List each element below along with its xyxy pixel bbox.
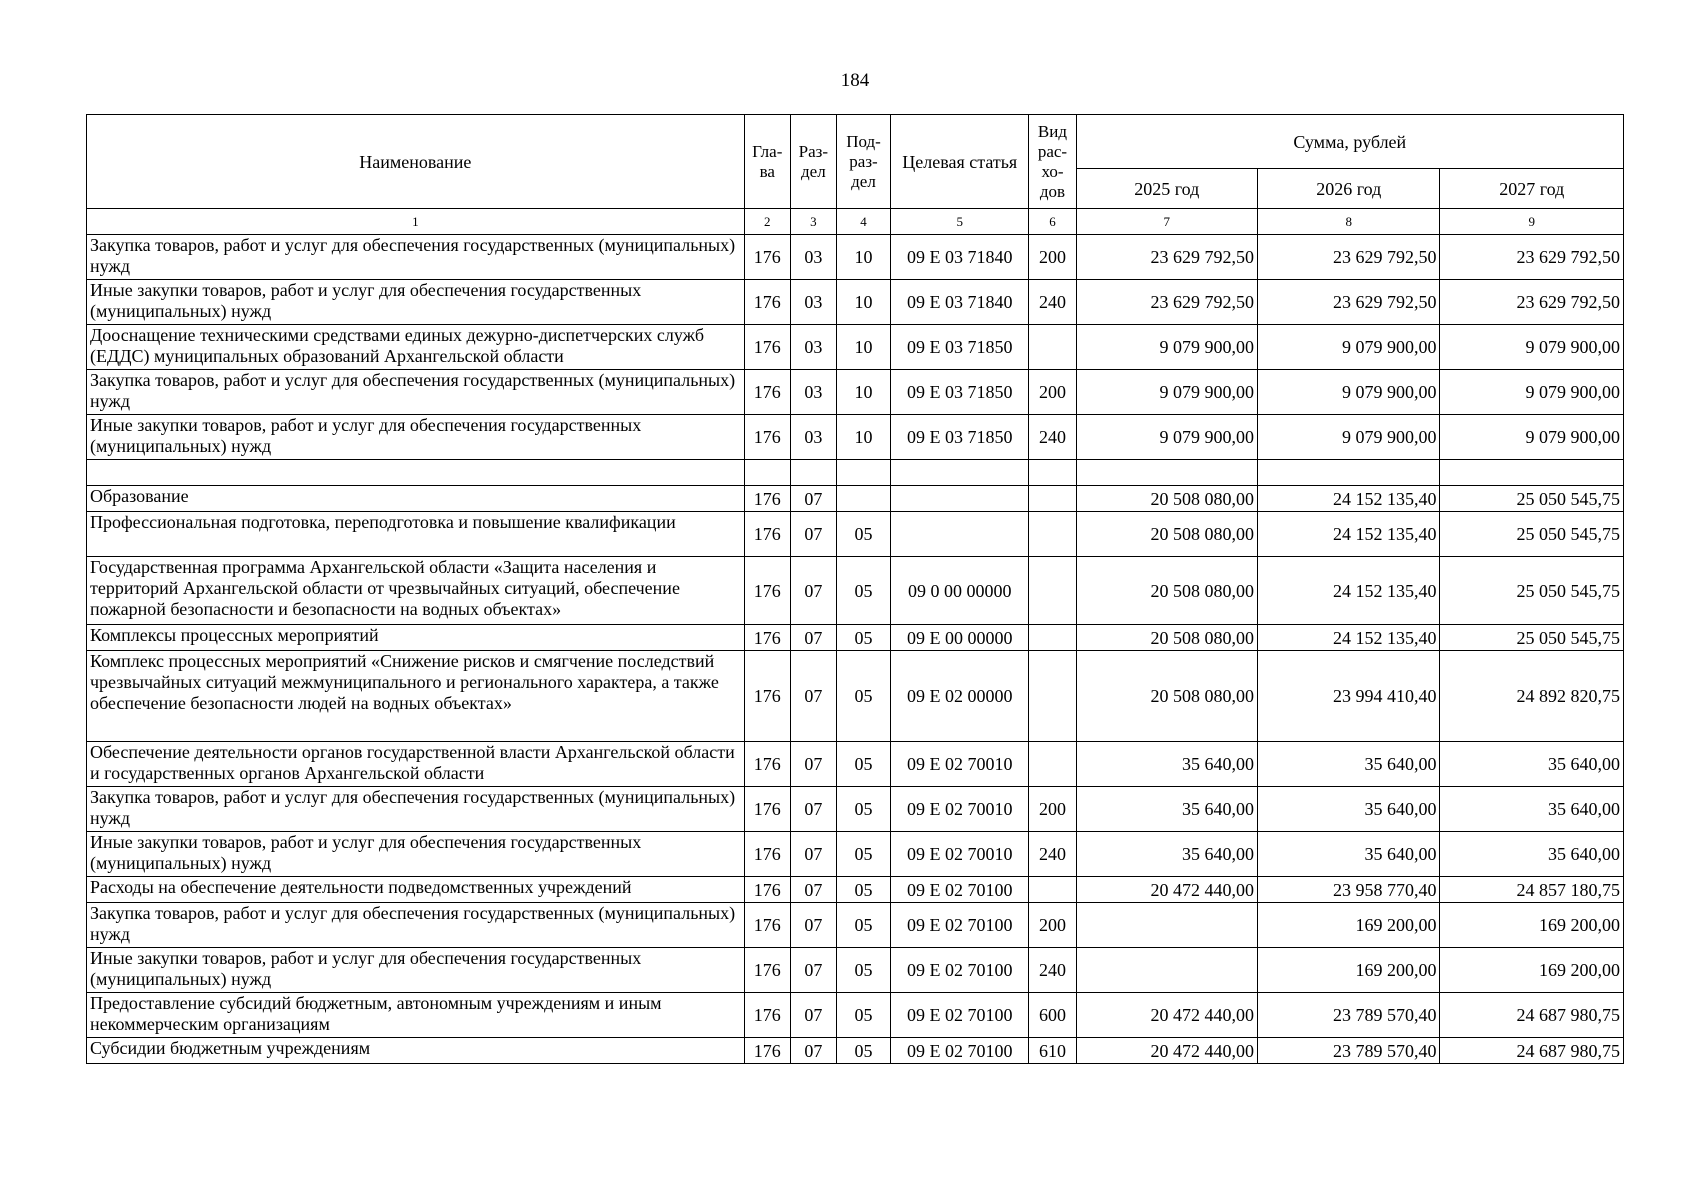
row-amount-2027: 23 629 792,50 xyxy=(1440,235,1624,280)
row-celevaya-statya: 09 Е 02 70010 xyxy=(891,832,1029,877)
row-amount-2026: 35 640,00 xyxy=(1258,742,1440,787)
row-amount-2026: 23 789 570,40 xyxy=(1258,1038,1440,1064)
row-glava: 176 xyxy=(744,625,790,651)
header-name: Наименование xyxy=(87,115,745,209)
row-podrazdel: 10 xyxy=(836,235,890,280)
row-name: Иные закупки товаров, работ и услуг для обеспечения государственных (муниципальных) нужд xyxy=(87,832,745,877)
row-razdel: 07 xyxy=(790,651,836,742)
table-row xyxy=(87,415,1624,460)
row-razdel: 03 xyxy=(790,415,836,460)
row-amount-2025: 20 508 080,00 xyxy=(1076,625,1257,651)
header-vid-rashodov: Вид рас-хо-дов xyxy=(1029,115,1076,209)
row-vid-rashodov: 240 xyxy=(1029,280,1076,325)
row-vid-rashodov: 200 xyxy=(1029,370,1076,415)
row-amount-2027: 25 050 545,75 xyxy=(1440,625,1624,651)
row-name: Комплекс процессных мероприятий «Снижение рисков и смягчение последствий чрезвычайных ситуаций межмуниципального и регионального характера, а также обеспечение безопасности людей на водных объектах» xyxy=(87,651,745,742)
row-glava: 176 xyxy=(744,948,790,993)
row-podrazdel: 05 xyxy=(836,993,890,1038)
row-podrazdel: 05 xyxy=(836,1038,890,1064)
row-name: Профессиональная подготовка, переподготовка и повышение квалификации xyxy=(87,512,745,557)
table-row xyxy=(87,557,1624,625)
row-glava: 176 xyxy=(744,651,790,742)
table-row xyxy=(87,742,1624,787)
row-vid-rashodov: 610 xyxy=(1029,1038,1076,1064)
row-vid-rashodov xyxy=(1029,742,1076,787)
row-podrazdel: 05 xyxy=(836,651,890,742)
table-row xyxy=(87,832,1624,877)
row-celevaya-statya: 09 Е 02 00000 xyxy=(891,651,1029,742)
row-amount-2025: 20 508 080,00 xyxy=(1076,486,1257,512)
row-podrazdel: 05 xyxy=(836,903,890,948)
row-vid-rashodov: 600 xyxy=(1029,993,1076,1038)
row-vid-rashodov xyxy=(1029,877,1076,903)
row-razdel xyxy=(790,460,836,486)
table-row xyxy=(87,235,1624,280)
row-amount-2025: 35 640,00 xyxy=(1076,832,1257,877)
column-numbers-row xyxy=(87,209,1624,235)
header-glava: Гла-ва xyxy=(744,115,790,209)
row-razdel: 07 xyxy=(790,832,836,877)
row-vid-rashodov: 200 xyxy=(1029,235,1076,280)
row-name: Закупка товаров, работ и услуг для обеспечения государственных (муниципальных) нужд xyxy=(87,235,745,280)
table-row xyxy=(87,486,1624,512)
row-celevaya-statya: 09 Е 00 00000 xyxy=(891,625,1029,651)
row-name: Государственная программа Архангельской области «Защита населения и территорий Архангельской области от чрезвычайных ситуаций, обеспечение пожарной безопасности и безопасности на водных объектах» xyxy=(87,557,745,625)
row-celevaya-statya: 09 Е 03 71840 xyxy=(891,280,1029,325)
row-podrazdel: 05 xyxy=(836,948,890,993)
row-amount-2026: 23 958 770,40 xyxy=(1258,877,1440,903)
budget-table xyxy=(86,114,1624,1064)
row-amount-2026: 9 079 900,00 xyxy=(1258,415,1440,460)
row-amount-2025: 9 079 900,00 xyxy=(1076,325,1257,370)
row-celevaya-statya xyxy=(891,460,1029,486)
row-amount-2027: 24 857 180,75 xyxy=(1440,877,1624,903)
column-number: 6 xyxy=(1029,209,1076,235)
row-razdel: 07 xyxy=(790,903,836,948)
row-name: Обеспечение деятельности органов государственной власти Архангельской области и государственных органов Архангельской области xyxy=(87,742,745,787)
row-vid-rashodov xyxy=(1029,512,1076,557)
row-celevaya-statya: 09 Е 02 70100 xyxy=(891,877,1029,903)
row-razdel: 07 xyxy=(790,787,836,832)
row-amount-2025: 20 508 080,00 xyxy=(1076,651,1257,742)
row-amount-2027: 25 050 545,75 xyxy=(1440,557,1624,625)
row-name: Закупка товаров, работ и услуг для обеспечения государственных (муниципальных) нужд xyxy=(87,787,745,832)
column-number: 2 xyxy=(744,209,790,235)
row-celevaya-statya: 09 Е 03 71850 xyxy=(891,370,1029,415)
row-amount-2027: 25 050 545,75 xyxy=(1440,486,1624,512)
row-name: Иные закупки товаров, работ и услуг для обеспечения государственных (муниципальных) нужд xyxy=(87,280,745,325)
row-podrazdel: 05 xyxy=(836,512,890,557)
row-amount-2027: 35 640,00 xyxy=(1440,742,1624,787)
row-amount-2027: 169 200,00 xyxy=(1440,903,1624,948)
header-celevaya-statya: Целевая статья xyxy=(891,115,1029,209)
row-amount-2025 xyxy=(1076,460,1257,486)
header-year-2025: 2025 год xyxy=(1076,169,1257,209)
row-razdel: 07 xyxy=(790,512,836,557)
row-vid-rashodov xyxy=(1029,625,1076,651)
row-amount-2025 xyxy=(1076,903,1257,948)
row-razdel: 07 xyxy=(790,877,836,903)
row-amount-2026: 23 629 792,50 xyxy=(1258,235,1440,280)
column-number: 1 xyxy=(87,209,745,235)
row-vid-rashodov xyxy=(1029,486,1076,512)
header-year-2027: 2027 год xyxy=(1440,169,1624,209)
row-amount-2026: 35 640,00 xyxy=(1258,787,1440,832)
row-glava: 176 xyxy=(744,787,790,832)
table-row xyxy=(87,370,1624,415)
row-amount-2027: 23 629 792,50 xyxy=(1440,280,1624,325)
table-row xyxy=(87,877,1624,903)
row-amount-2027: 9 079 900,00 xyxy=(1440,325,1624,370)
row-glava: 176 xyxy=(744,235,790,280)
row-vid-rashodov: 240 xyxy=(1029,948,1076,993)
row-glava: 176 xyxy=(744,877,790,903)
row-celevaya-statya: 09 Е 02 70100 xyxy=(891,993,1029,1038)
row-amount-2025: 20 472 440,00 xyxy=(1076,1038,1257,1064)
row-vid-rashodov: 200 xyxy=(1029,903,1076,948)
column-number: 8 xyxy=(1258,209,1440,235)
row-name xyxy=(87,460,745,486)
row-amount-2026 xyxy=(1258,460,1440,486)
row-amount-2027 xyxy=(1440,460,1624,486)
table-row xyxy=(87,460,1624,486)
row-glava: 176 xyxy=(744,325,790,370)
row-amount-2026: 169 200,00 xyxy=(1258,903,1440,948)
row-amount-2027: 9 079 900,00 xyxy=(1440,370,1624,415)
row-vid-rashodov: 200 xyxy=(1029,787,1076,832)
row-amount-2026: 24 152 135,40 xyxy=(1258,512,1440,557)
row-glava: 176 xyxy=(744,370,790,415)
row-celevaya-statya: 09 Е 02 70100 xyxy=(891,1038,1029,1064)
row-amount-2027: 35 640,00 xyxy=(1440,787,1624,832)
row-amount-2025: 20 472 440,00 xyxy=(1076,993,1257,1038)
row-celevaya-statya xyxy=(891,512,1029,557)
row-amount-2025 xyxy=(1076,948,1257,993)
row-celevaya-statya: 09 0 00 00000 xyxy=(891,557,1029,625)
row-amount-2026: 9 079 900,00 xyxy=(1258,370,1440,415)
row-razdel: 03 xyxy=(790,325,836,370)
column-number: 3 xyxy=(790,209,836,235)
row-vid-rashodov: 240 xyxy=(1029,832,1076,877)
table-row xyxy=(87,1038,1624,1064)
row-razdel: 07 xyxy=(790,625,836,651)
table-row xyxy=(87,651,1624,742)
table-row xyxy=(87,948,1624,993)
row-podrazdel: 10 xyxy=(836,325,890,370)
row-amount-2027: 25 050 545,75 xyxy=(1440,512,1624,557)
row-glava xyxy=(744,460,790,486)
row-podrazdel: 05 xyxy=(836,832,890,877)
row-glava: 176 xyxy=(744,993,790,1038)
row-vid-rashodov xyxy=(1029,460,1076,486)
table-row xyxy=(87,787,1624,832)
row-razdel: 07 xyxy=(790,557,836,625)
row-amount-2026: 9 079 900,00 xyxy=(1258,325,1440,370)
row-vid-rashodov xyxy=(1029,557,1076,625)
row-celevaya-statya xyxy=(891,486,1029,512)
row-razdel: 07 xyxy=(790,742,836,787)
row-celevaya-statya: 09 Е 02 70010 xyxy=(891,787,1029,832)
row-amount-2025: 9 079 900,00 xyxy=(1076,370,1257,415)
row-vid-rashodov xyxy=(1029,651,1076,742)
row-podrazdel: 10 xyxy=(836,280,890,325)
row-razdel: 07 xyxy=(790,1038,836,1064)
row-celevaya-statya: 09 Е 03 71840 xyxy=(891,235,1029,280)
row-name: Закупка товаров, работ и услуг для обеспечения государственных (муниципальных) нужд xyxy=(87,903,745,948)
row-glava: 176 xyxy=(744,903,790,948)
column-number: 4 xyxy=(836,209,890,235)
row-amount-2027: 169 200,00 xyxy=(1440,948,1624,993)
row-glava: 176 xyxy=(744,832,790,877)
row-amount-2025: 35 640,00 xyxy=(1076,742,1257,787)
row-glava: 176 xyxy=(744,512,790,557)
row-podrazdel: 05 xyxy=(836,742,890,787)
row-glava: 176 xyxy=(744,486,790,512)
row-amount-2025: 20 508 080,00 xyxy=(1076,512,1257,557)
header-podrazdel: Под-раз-дел xyxy=(836,115,890,209)
table-row xyxy=(87,993,1624,1038)
row-razdel: 07 xyxy=(790,486,836,512)
row-razdel: 03 xyxy=(790,235,836,280)
row-celevaya-statya: 09 Е 03 71850 xyxy=(891,415,1029,460)
row-celevaya-statya: 09 Е 02 70100 xyxy=(891,903,1029,948)
row-name: Предоставление субсидий бюджетным, автономным учреждениям и иным некоммерческим организациям xyxy=(87,993,745,1038)
row-amount-2025: 9 079 900,00 xyxy=(1076,415,1257,460)
row-amount-2026: 35 640,00 xyxy=(1258,832,1440,877)
table-row xyxy=(87,903,1624,948)
row-name: Расходы на обеспечение деятельности подведомственных учреждений xyxy=(87,877,745,903)
row-amount-2026: 23 629 792,50 xyxy=(1258,280,1440,325)
row-podrazdel: 05 xyxy=(836,557,890,625)
row-amount-2027: 35 640,00 xyxy=(1440,832,1624,877)
row-amount-2026: 24 152 135,40 xyxy=(1258,557,1440,625)
row-podrazdel: 05 xyxy=(836,787,890,832)
row-razdel: 03 xyxy=(790,280,836,325)
row-razdel: 07 xyxy=(790,993,836,1038)
row-amount-2026: 169 200,00 xyxy=(1258,948,1440,993)
table-row xyxy=(87,280,1624,325)
row-name: Иные закупки товаров, работ и услуг для обеспечения государственных (муниципальных) нужд xyxy=(87,415,745,460)
row-podrazdel xyxy=(836,460,890,486)
page-number: 184 xyxy=(840,70,870,91)
row-amount-2025: 35 640,00 xyxy=(1076,787,1257,832)
row-name: Закупка товаров, работ и услуг для обеспечения государственных (муниципальных) нужд xyxy=(87,370,745,415)
table-row xyxy=(87,512,1624,557)
row-amount-2027: 24 892 820,75 xyxy=(1440,651,1624,742)
header-summa: Сумма, рублей xyxy=(1076,115,1623,169)
row-amount-2025: 23 629 792,50 xyxy=(1076,235,1257,280)
row-razdel: 03 xyxy=(790,370,836,415)
row-name: Образование xyxy=(87,486,745,512)
row-vid-rashodov xyxy=(1029,325,1076,370)
row-podrazdel xyxy=(836,486,890,512)
row-podrazdel: 10 xyxy=(836,415,890,460)
row-amount-2026: 23 789 570,40 xyxy=(1258,993,1440,1038)
row-name: Иные закупки товаров, работ и услуг для обеспечения государственных (муниципальных) нужд xyxy=(87,948,745,993)
row-amount-2025: 20 472 440,00 xyxy=(1076,877,1257,903)
row-name: Комплексы процессных мероприятий xyxy=(87,625,745,651)
row-glava: 176 xyxy=(744,742,790,787)
row-podrazdel: 10 xyxy=(836,370,890,415)
header-year-2026: 2026 год xyxy=(1258,169,1440,209)
table-row xyxy=(87,625,1624,651)
row-vid-rashodov: 240 xyxy=(1029,415,1076,460)
row-amount-2026: 23 994 410,40 xyxy=(1258,651,1440,742)
column-number: 5 xyxy=(891,209,1029,235)
row-name: Дооснащение техническими средствами единых дежурно-диспетчерских служб (ЕДДС) муниципальных образований Архангельской области xyxy=(87,325,745,370)
row-amount-2026: 24 152 135,40 xyxy=(1258,625,1440,651)
row-celevaya-statya: 09 Е 02 70010 xyxy=(891,742,1029,787)
row-glava: 176 xyxy=(744,415,790,460)
row-glava: 176 xyxy=(744,280,790,325)
row-glava: 176 xyxy=(744,1038,790,1064)
row-amount-2025: 23 629 792,50 xyxy=(1076,280,1257,325)
row-amount-2027: 24 687 980,75 xyxy=(1440,993,1624,1038)
row-glava: 176 xyxy=(744,557,790,625)
row-celevaya-statya: 09 Е 02 70100 xyxy=(891,948,1029,993)
header-razdel: Раз-дел xyxy=(790,115,836,209)
row-amount-2025: 20 508 080,00 xyxy=(1076,557,1257,625)
row-amount-2027: 9 079 900,00 xyxy=(1440,415,1624,460)
row-celevaya-statya: 09 Е 03 71850 xyxy=(891,325,1029,370)
column-number: 9 xyxy=(1440,209,1624,235)
row-podrazdel: 05 xyxy=(836,877,890,903)
row-amount-2026: 24 152 135,40 xyxy=(1258,486,1440,512)
table-row xyxy=(87,325,1624,370)
row-amount-2027: 24 687 980,75 xyxy=(1440,1038,1624,1064)
row-podrazdel: 05 xyxy=(836,625,890,651)
column-number: 7 xyxy=(1076,209,1257,235)
row-razdel: 07 xyxy=(790,948,836,993)
row-name: Субсидии бюджетным учреждениям xyxy=(87,1038,745,1064)
